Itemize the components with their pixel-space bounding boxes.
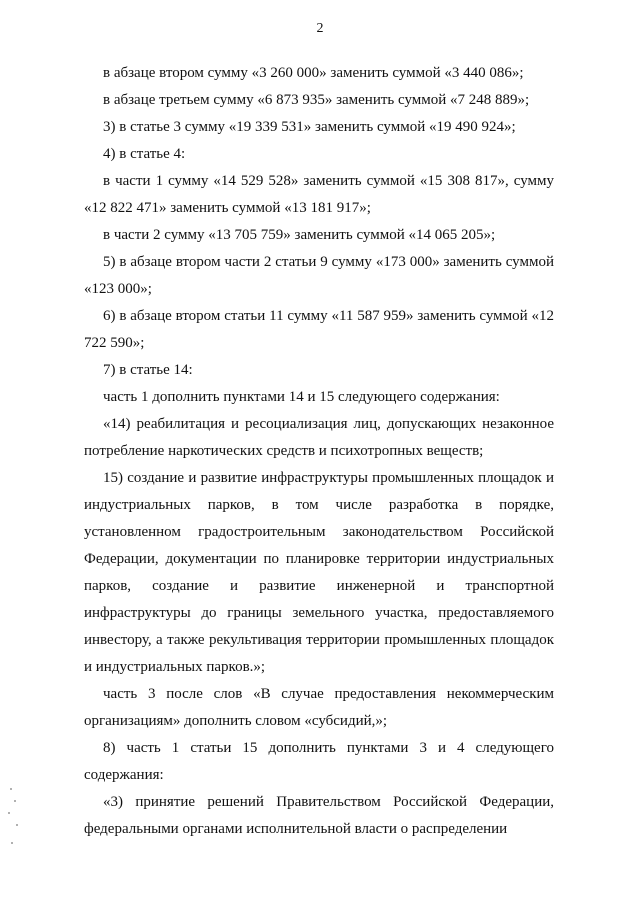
paragraph: 8) часть 1 статьи 15 дополнить пунктами 3 и 4 следующего содержания: <box>84 740 554 783</box>
scan-speck <box>10 788 12 790</box>
paragraph: 15) создание и развитие инфраструктуры промышленных площадок и индустриальных парков, в том числе разработка в порядке, установленном градостроительным законодательством Российской Федерации, документации по планировке территории индустриальных парков, создание и развитие инженерной и транспортной инфраструктуры до границы земельного участка, предоставляемого инвестору, а также рекультивация территории промышленных площадок и индустриальных парков.»; <box>84 470 554 675</box>
paragraph: 6) в абзаце втором статьи 11 сумму «11 587 959» заменить суммой «12 722 590»; <box>84 308 554 351</box>
paragraph: 7) в статье 14: <box>103 362 193 378</box>
paragraph: «3) принятие решений Правительством Российской Федерации, федеральными органами исполнительной власти о распределении <box>84 794 554 837</box>
scan-speck <box>14 800 16 802</box>
paragraph: в части 1 сумму «14 529 528» заменить суммой «15 308 817», сумму «12 822 471» заменить суммой «13 181 917»; <box>84 173 554 216</box>
paragraph: в части 2 сумму «13 705 759» заменить суммой «14 065 205»; <box>103 227 496 243</box>
paragraph: в абзаце втором сумму «3 260 000» заменить суммой «3 440 086»; <box>103 65 524 81</box>
paragraph: «14) реабилитация и ресоциализация лиц, допускающих незаконное потребление наркотических средств и психотропных веществ; <box>84 416 554 459</box>
document-body <box>84 60 554 843</box>
paragraph: 3) в статье 3 сумму «19 339 531» заменить суммой «19 490 924»; <box>103 119 516 135</box>
page-number: 2 <box>316 21 324 36</box>
paragraph: часть 3 после слов «В случае предоставления некоммерческим организациям» дополнить словом «субсидий,»; <box>84 686 554 729</box>
paragraph: часть 1 дополнить пунктами 14 и 15 следующего содержания: <box>103 389 500 405</box>
paragraph: 4) в статье 4: <box>103 146 186 162</box>
scan-speck <box>16 824 18 826</box>
paragraph: 5) в абзаце втором части 2 статьи 9 сумму «173 000» заменить суммой «123 000»; <box>84 254 554 297</box>
paragraph: в абзаце третьем сумму «6 873 935» заменить суммой «7 248 889»; <box>103 92 530 108</box>
scan-speck <box>11 842 13 844</box>
scan-speck <box>8 812 10 814</box>
